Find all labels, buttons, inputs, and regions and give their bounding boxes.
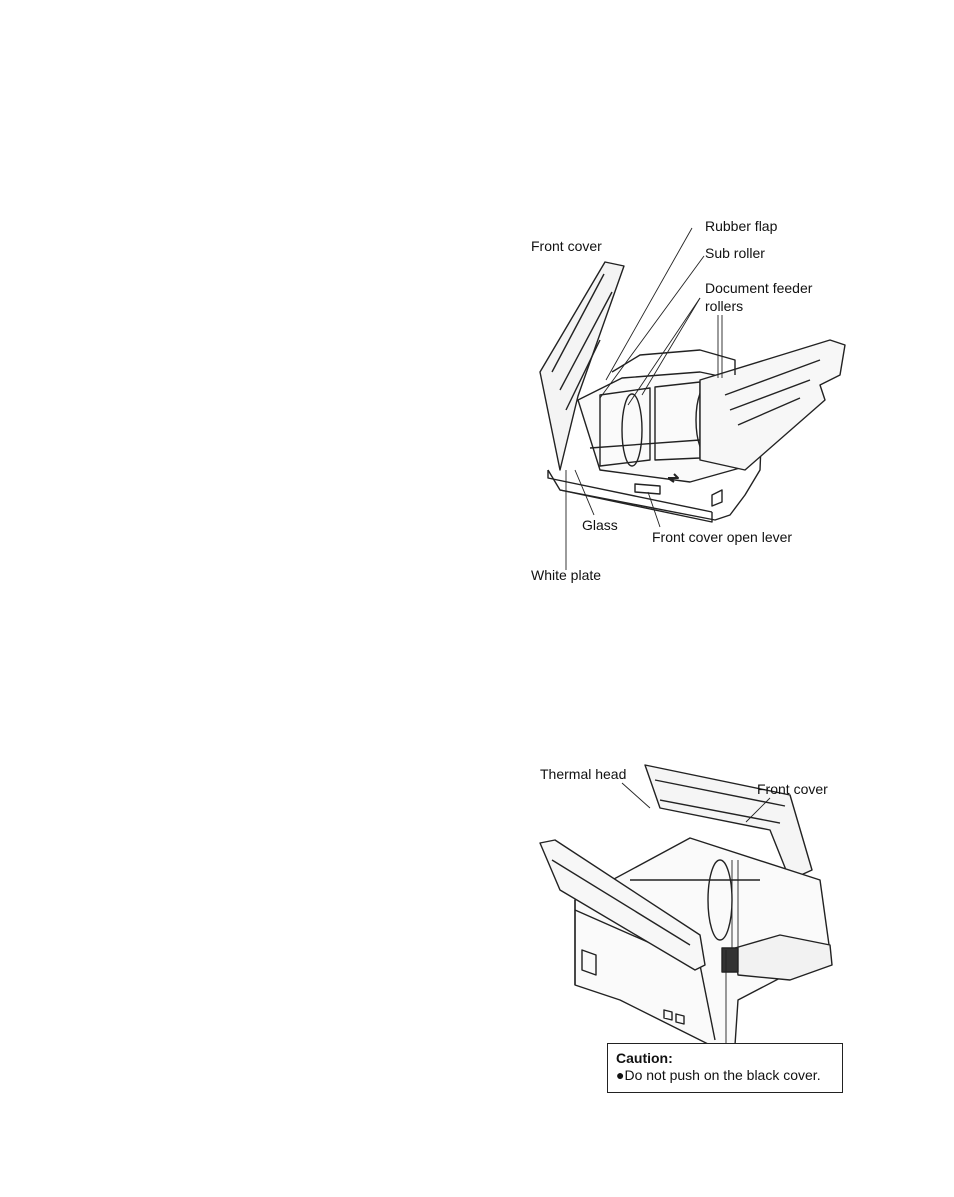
label-document-feeder-rollers-line2: rollers (705, 298, 744, 314)
label-rubber-flap: Rubber flap (705, 218, 778, 234)
label-document-feeder-rollers-line1: Document feeder (705, 280, 813, 296)
caution-box (607, 1043, 843, 1093)
label-front-cover-open-lever: Front cover open lever (652, 529, 793, 545)
caution-text: ●Do not push on the black cover. (616, 1067, 821, 1083)
caution-title: Caution: (616, 1050, 673, 1066)
label-sub-roller: Sub roller (705, 245, 765, 261)
label-white-plate: White plate (531, 567, 602, 583)
label-front-cover-2: Front cover (757, 781, 828, 797)
label-glass: Glass (582, 517, 618, 533)
label-thermal-head: Thermal head (540, 766, 627, 782)
label-front-cover-1: Front cover (531, 238, 602, 254)
